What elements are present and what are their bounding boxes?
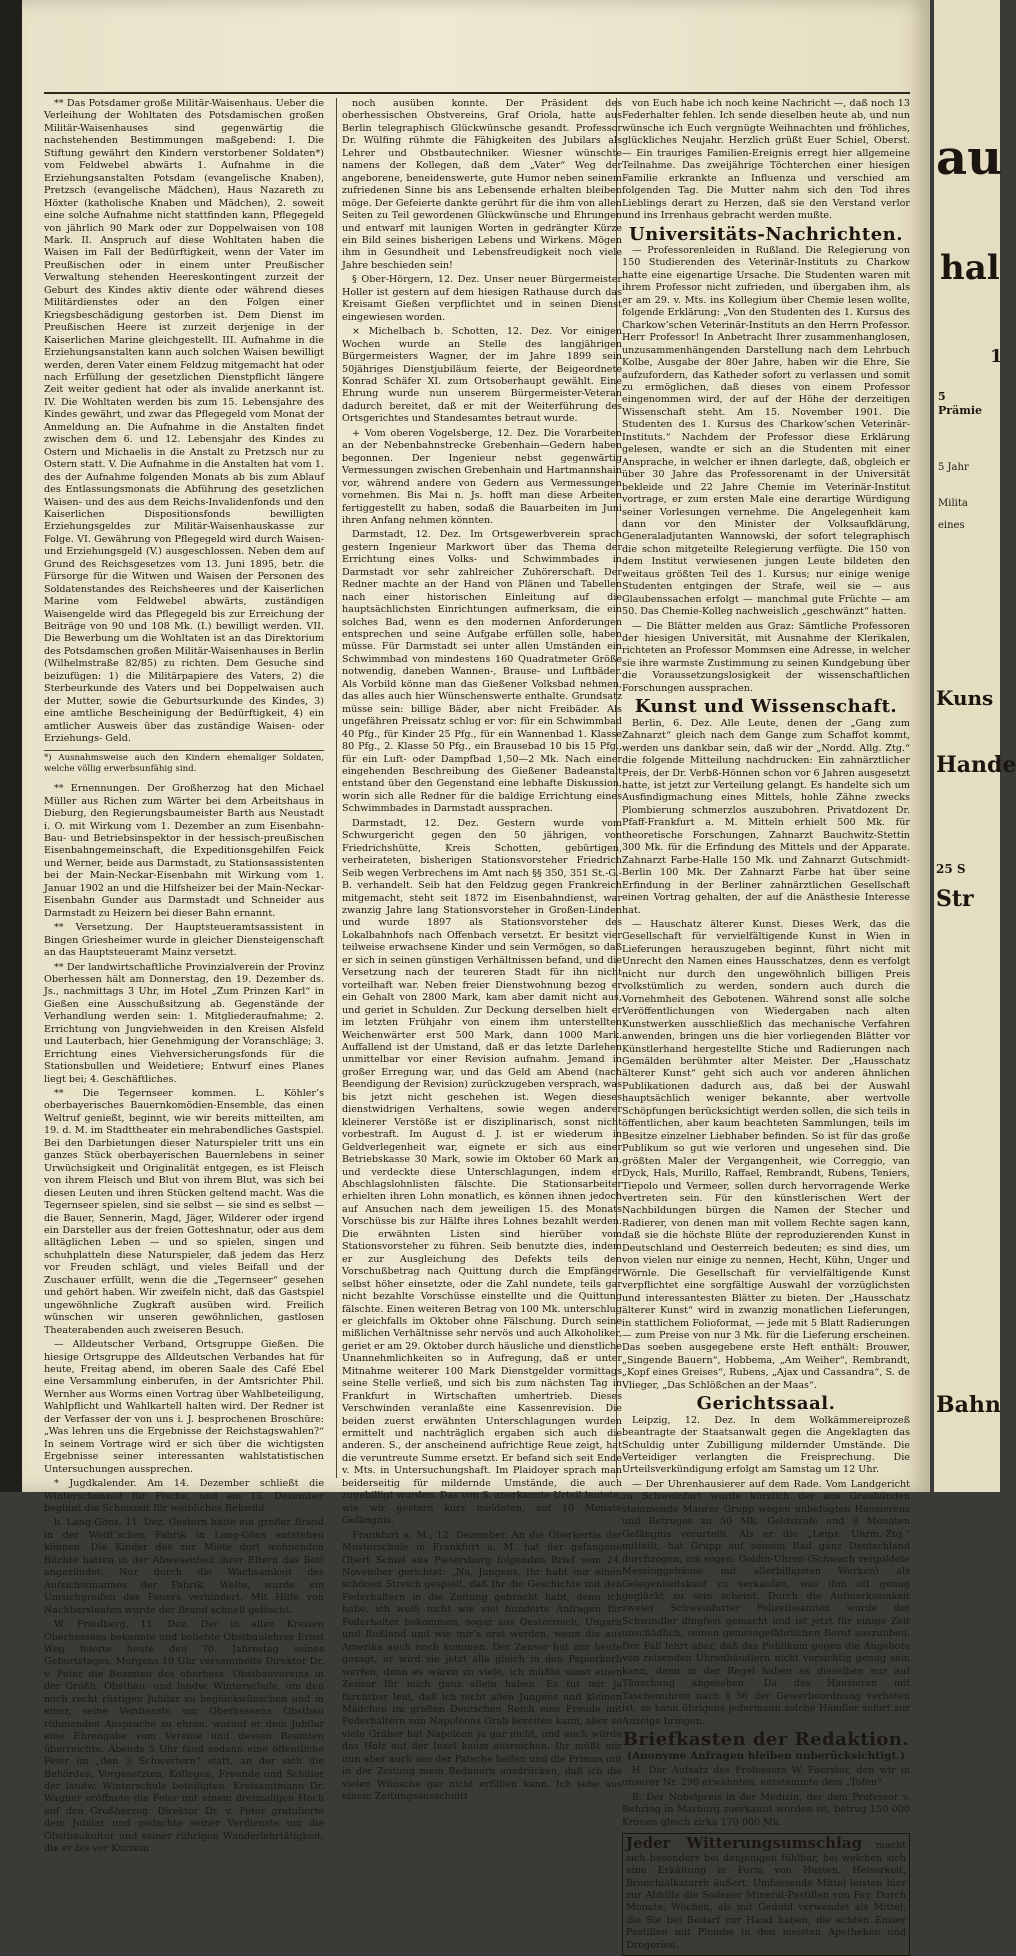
- advertisement-box: [622, 1833, 910, 1956]
- article-ober-hoergern: § Ober-Hörgern, 12. Dez. Unser neuer Bürgermeister Holler ist gestern auf dem hiesigen Rathause durch das Kreisamt Gießen verpflichtet und in seinen Dienst eingewiesen worden.: [342, 274, 622, 323]
- article-appointments: ** Ernennungen. Der Großherzog hat den Michael Müller aus Richen zum Wärter bei dem Arbeitshaus in Dieburg, den Regierungsbaumeister Barth aus Neustadt i. O. mit Wirkung vom 1. Dezember an zum Eisenbahn-Bau- und Betriebsinspektor in der hessisch-preußischen Eisenbahngemeinschaft, die Expeditionsgehilfen Feick und Werner, beide aus Darmstadt, zu Stationsassistenten bei der Main-Neckar-Eisenbahn mit Wirkung vom 1. Januar 1902 an und die Hilfsheizer bei der Main-Neckar-Eisenbahn Gunder aus Darmstadt und Schneider aus Darmstadt zu Heizern bei dieser Bahn ernannt.: [44, 783, 324, 919]
- adjacent-fragment: 25 S: [936, 862, 966, 876]
- article-hausschatz: — Hauschatz älterer Kunst. Dieses Werk, das die Gesellschaft für vervielfältigende Kunst in Wien in Lieferungen herauszugeben beginnt, führt nicht mit Unrecht den Namen eines Hausschatzes, denn es verfolgt nicht nur durch den ungewöhnlich billigen Preis volkstümlich zu werden, sondern auch durch die Vornehmheit des Gebotenen. Während sonst alle solche Veröffentlichungen von Wiedergaben nach alten Kunstwerken ausschließlich das mechanische Verfahren anwenden, bringen uns die hier vorliegenden Blätter vor Künstlerhand hergestellte Stiche und Radierungen nach Gemälden berühmter alter Meister. Der „Hausschatz älterer Kunst“ geht sich auch vor anderen ähnlichen Publikationen dadurch aus, daß bei der Auswahl hauptsächlich weniger bekannte, aber wertvolle Schöpfungen berücksichtigt werden sollen, die sich teils in öffentlichen, aber kaum beachteten Sammlungen, teils im Besitze einzelner Liebhaber befinden. So ist für das große Publikum so gut wie verloren und ungesehen sind. Die größten Maler der Vergangenheit, wie Correggio, van Dyck, Hals, Murillo, Raffael, Rembrandt, Rubens, Teniers, Tiepolo und Vermeer, sollen durch hervorragende Werke vertreten sein. Für den künstlerischen Wert der Nachbildungen bürgen die Namen der Stecher und Radierer, von denen man mit vollem Rechte sagen kann, daß sie die höchste Blüte der reproduzierenden Kunst in Deutschland und Oesterreich bedeuten; es sind dies, um von vielen nur einige zu nennen, Hecht, Kühn, Unger und Wörnle. Die Gesellschaft für vervielfältigende Kunst verpflichtet eine sorgfältige Auswahl der vorzüglichsten und interessantesten Blätter zu bieten. Der „Hausschatz älterer Kunst“ wird in zwanzig monatlichen Lieferungen, in stattlichem Folioformat, — jede mit 5 Blatt Radierungen — zum Preise von nur 3 Mk. für die Lieferung erscheinen. Das soeben ausgegebene erste Heft enthält: Brouwer, „Singende Bauern“, Hobbema, „Am Weiher“, Rembrandt, „Kopf eines Greises“, Rubens, „Ajax und Cassandra“, S. de Vlieger, „Das Schlößchen an der Maas“.: [622, 919, 911, 1391]
- adjacent-fragment: Str: [936, 886, 974, 912]
- article-letter-continued: von Euch habe ich noch keine Nachricht —, daß noch 13 Federhalter fehlen. Ich sende dieselben heute ab, und nun wünsche ich Euch vergnügte Weihnachten und fröhliches, glückliches Neujahr. Herzlich grüßt Euer Schiel, Oberst. — Ein trauriges Familien-Ereignis erregt hier allgemeine Teilnahme. Das zweijährige Töchterchen einer hiesigen Familie erkrankte an Influenza und verschied am folgenden Tag. Die Mutter nahm sich den Tod ihres Lieblings derart zu Herzen, daß sie den Verstand verlor und ins Irrenhaus gebracht werden mußte.: [622, 98, 910, 222]
- article-military-orphanage: ** Das Potsdamer große Militär-Waisenhaus. Ueber die Verleihung der Wohltaten des Potsdamischen großen Militär-Waisenhauses sind gegenwärtig die nachstehenden Bestimmungen maßgebend: I. Die Stiftung gewährt den Kindern verstorbener Soldaten*) vom Feldwebel abwärts 1. Aufnahme in die Erziehungsanstalten Potsdam (evangelische Knaben), Pretzsch (evangelische Mädchen), Haus Nazareth zu Höxter (katholische Knaben und Mädchen), 2. soweit eine solche Aufnahme nicht stattfinden kann, Pflegegeld von jährlich 90 Mark oder zur Doppelwaisen von 108 Mark. II. Anspruch auf diese Wohltaten haben die Waisen im Fall der Bedürftigkeit, wenn der Vater im Preußischen oder in einem unter Preußischer Verwaltung stehenden Heereskontingent zurzeit der Geburt des Kindes aktiv diente oder während dieses Militärdienstes oder an den Folgen einer Kriegsbeschädigung gestorben ist. Dem Dienst im Preußischen Heere ist zurzeit derjenige in der Kaiserlichen Marine gleichgestellt. III. Aufnahme in die Erziehungsanstalten kann auch solchen Waisen bewilligt werden, deren Vater einem Feldzug mitgemacht hat oder nach Erfüllung der gesetzlichen Dienstpflicht längere Zeit weiter gedient hat oder als invalide anerkannt ist. IV. Die Wohltaten werden bis zum 15. Lebensjahre des Kindes gewährt, und zwar das Pflegegeld vom Monat der Anmeldung an. Die Aufnahme in die Anstalten findet zwischen dem 6. und 12. Lebensjahr des Kindes zu Ostern und Michaelis in die Anstalt zu Pretzsch nur zu Ostern statt. V. Die Aufnahme in die Anstalten hat vom 1. des der Aufnahme folgenden Monats ab bis zum Ablauf des Entlassungsmonats die Abführung des gesetzlichen Waisen- und des aus dem Reichs-Invalidenfonds und den Kaiserlichen Dispositionsfonds bewilligten Erziehungsgeldes zur Militär-Waisenhauskasse zur Folge. VI. Gewährung von Pflegegeld wird durch Waisen- und Erziehungsgeld (V.) ausgeschlossen. Neben dem auf Grund des Reichsgesetzes vom 13. Juni 1895, betr. die Fürsorge für die Witwen und Waisen der Personen des Soldatenstandes des Reichsheeres und der Kaiserlichen Marine vom Feldwebel abwärts, zuständigen Waisengelde wird das Pflegegeld bis zur Erreichung der Beiträge von 90 und 108 Mk. (I.) bewilligt werden. VII. Die Bewerbung um die Wohltaten ist an das Direktorium des Potsdamschen großen Militär-Waisenhauses in Berlin (Wilhelmstraße 82/85) zu richten. Dem Gesuche sind beizufügen: 1) die Militärpapiere des Vaters, 2) die Sterbeurkunde des Vaters und bei Doppelwaisen auch der Mutter, sowie die Geburtsurkunde des Kindes, 3) eine amtliche Bescheinigung der Bedürftigkeit, 4) ein amtlicher Ausweis über das zuständige Waisen- oder Erziehungs- Geld.: [44, 98, 324, 745]
- article-darmstadt-bath: Darmstadt, 12. Dez. Im Ortsgewerbverein sprach gestern Ingenieur Markwort über das Thema der Errichtung eines Volks- und Schwimmbades in Darmstadt vor sehr zahlreicher Zuhörerschaft. Der Redner machte an der Hand von Plänen und Tabellen nach einer historischen Einleitung auf die hauptsächlichsten Einrichtungen aufmerksam, die ein solches Bad, wenn es den modernen Anforderungen entsprechen und seine Aufgabe erfüllen solle, haben müsse. Für Darmstadt sei unter allen Umständen ein Schwimmbad von mindestens 160 Quadratmeter Größe notwendig, daneben Wannen-, Brause- und Luftbäder. Als Vorbild könne man das Gießener Volksbad nehmen, das alles auch hier Wünschenswerte enthalte. Grundsatz müsse sein: billige Bäder, aber nicht Freibäder. Als ungefähren Preissatz schlug er vor: für ein Schwimmbad 40 Pfg., für Kinder 25 Pfg., für ein Wannenbad 1. Klasse 80 Pfg., 2. Klasse 50 Pfg., ein Brausebad 10 bis 15 Pfg., für ein Luft- oder Dampfbad 1,50—2 Mk. Nach einer eingehenden Beschreibung des Gießener Badeanstalt entstand über den Gegenstand eine lebhafte Diskussion, worin sich alle Redner für die baldige Errichtung eines Schwimmbades in Darmstadt aussprachen.: [342, 529, 622, 815]
- article-russia-professor: — Professorenleiden in Rußland. Die Relegierung von 150 Studierenden des Veterinär-Instituts zu Charkow hatte eine eigenartige Ursache. Die Studenten waren mit ihrem Professor nicht zufrieden, und übergaben ihm, als er am 29. v. Mts. ins Kollegium über Chemie lesen wollte, folgende Erklärung: „Von den Studenten des 1. Kursus des Charkow’schen Veterinär-Instituts an den Herrn Professor. Herr Professor! In Anbetracht Ihrer zusammenhanglosen, unzusammenhängenden Darstellung nach dem Lehrbuch Kolbe, Ausgabe der 80er Jahre, haben wir die Ehre, Sie aufzufordern, das Katheder sofort zu verlassen und somit zu ermöglichen, daß dieses von einem Professor eingenommen wird, der auf der Höhe der derzeitigen Wissenschaft steht. Am 15. November 1901. Die Studenten des 1. Kursus des Charkow’schen Veterinär-Instituts.“ Nachdem der Professor diese Erklärung gelesen, wandte er sich an die Studenten mit einer Ansprache, in welcher er ihnen darlegte, daß, obgleich er über 30 Jahre das Professorenamt in der Universität bekleide und 22 Jahre Chemie im Veterinär-Institut vortrage, er zum ersten Male eine derartige Würdigung seiner Vorlesungen vernehme. Die Angelegenheit kam dann vor den Minister der Volksaufklärung, Generaladjutanten Wannowski, der sofort telegraphisch die schon mitgeteilte Relegierung verfügte. Die 150 von dem Institut verwiesenen jungen Leute bildeten den weitaus größten Teil des 1. Kursus; nur einige wenige Studenten entgingen der Strafe, weil sie — aus Glaubenssachen erfolgt — manchmal gute Früchte — am 50. Das Chemie-Kolleg nachweislich „geschwänzt“ hatten.: [622, 244, 910, 618]
- section-heading-art-science: Kunst und Wissenschaft.: [634, 696, 898, 718]
- column-1: [44, 98, 324, 1855]
- adjacent-fragment: Kuns: [936, 686, 994, 710]
- article-tegernseer: ** Die Tegernseer kommen. L. Köhler’s oberbayerisches Bauernkomödien-Ensemble, das einen Weltruf genießt, beginnt, wie wir bereits mitteilten, am 19. d. M. im Stadttheater ein mehrabendliches Gastspiel. Bei den Darbietungen dieser Naturspieler tritt uns ein ganzes Stück oberbayerischen Bauernlebens in seiner Urwüchsigkeit und Originalität entgegen, es ist Fleisch von ihrem Fleisch und Blut von ihrem Blut, was sich bei diesen Leuten und ihren Stücken geltend macht. Was die Tegernseer spielen, sind sie selbst — sie sind es selbst — die Bauer, Sennerin, Magd, Jäger, Wilderer oder irgend ein Darsteller aus der freien Gotteshnatur, oder aus dem alltäglichen Leben — und so spielen, singen und schuhplatteln diese Naturspieler, daß jedem das Herz vor Freuden schlägt, und vieles Beifall und der Zuschauer erfüllt, wenn die die „Tegernseer“ gesehen und gehört haben. Wir zweifeln nicht, daß das Gastspiel ungewöhnliche Zugkraft ausüben wird. Freilich wünschen wir unseren gewöhnlichen, gastlosen Theaterabenden auch zweiseren Besuch.: [44, 1088, 324, 1336]
- adjacent-fragment: 5: [938, 390, 946, 403]
- section-heading-mailbox: Briefkasten der Redaktion.: [622, 1729, 910, 1750]
- top-rule: [44, 92, 910, 94]
- article-berlin-dentist: Berlin, 6. Dez. Alle Leute, denen der „Gang zum Zahnarzt“ gleich nach dem Gange zum Schaffot kommt, werden uns dankbar sein, daß wir der „Nordd. Allg. Ztg.“ die folgende Mitteilung nachdrucken: Ein zahnärztlicher Preis, der Dr. Verbß-Hönnen schon vor 6 Jahren ausgesetzt hatte, ist jetzt zur Verteilung gelangt. Es handelte sich um Ausfindigmachung eines Mittels, hohle Zähne zwecks Plombierung schmerzlos auszubohren. Privatdozent Dr. Pfaff-Frankfurt a. M. Mitteln erhielt 500 Mk. für theoretische Forschungen, Zahnarzt Bauchwitz-Stettin 300 Mk. für die Erfindung des Mittels und der Apparate. Zahnarzt Farbe-Halle 150 Mk. und Zahnarzt Gutschmidt-Berlin 100 Mk. Der Zahnarzt Farbe hat über seine Erfindung in der Berliner zahnärztlichen Gesellschaft einen Vortrag gehalten, der auf die Anästhesie Interesse hat.: [622, 717, 910, 916]
- book-gutter-shadow: [0, 0, 22, 1492]
- article-watch-peddler: — Der Uhrenhausierer auf dem Rade. Vom Landgericht zu Schweinfurt wurde kürzlich der aus Graubünden stammende Maurer Grupp wegen unbefugten Hausierens und Betruges zu 50 Mk. Geldstrafe und 8 Monaten Gefängnis verurteilt. Als er die „Leipz. Uhrm.-Ztg.“ mitteilt, hat Grupp auf seinem Rad ganz Deutschland durchzogen, um sogen. Goldin-Uhren (Schwach vergoldete Messinggehäuse mit allerbilligsten Werken) als Gelegenheitskauf zu verkaufen, was ihm oft genug geglückt zu sein scheint. Durch die Aufmerksamkeit zweier Schweinfurter Polizeibeamten wurde der Schwindler dingfest gemacht und ist jetzt für einige Zeit unschädlich, seinen gemeingefährlichen Beruf auszuüben. Der Fall lehrt aber, daß das Publikum gegen die Angebote von reisenden Uhrenhändlern nicht vorsichtig genug sein kann, denn in der Regel haben es dieselben nur auf Täuschung abgesehen. Da das Hausieren mit Taschenuhren nach § 56 der Gewerbeordnung verboten ist, so kann übrigens jedermann solche Händler sofort zur Anzeige bringen.: [622, 1478, 910, 1727]
- adjacent-fragment: Hande: [936, 752, 1016, 778]
- column-rule-1: [336, 98, 337, 1478]
- article-hunting-calendar: * Jugdkalender. Am 14. Dezember schließt die Winterschonzeit für Fische, und am 15. Dezember beginnt die Schonzeit für weibliches Rehwild.: [44, 1478, 324, 1514]
- article-michelbach: × Michelbach b. Schotten, 12. Dez. Vor einigen Wochen wurde an Stelle des langjährigen Bürgermeisters Wagner, der im Jahre 1899 sein 50jähriges Dienstjubiläum feierte, der Beigeordnete Konrad Schäfer XI. zum Ortsoberhaupt gewählt. Eine Ehrung wurde nun unserem Bürgermeister-Veteran dadurch bereitet, daß er mit der Weiterführung des Ortsgerichtes und Standesamtes betraut wurde.: [342, 326, 622, 425]
- article-darmstadt-court: Darmstadt, 12. Dez. Gestern wurde vom Schwurgericht gegen den 50 jährigen, von Friedrichshütte, Kreis Schotten, gebürtigen, verheirateten, bisherigen Stationsvorsteher Friedrich Seib wegen Verbrechens im Amt nach §§ 350, 351 St.-G.-B. verhandelt. Seib hat den Feldzug gegen Frankreich mitgemacht, steht seit 1872 im Eisenbahndienst, war zwanzig Jahre lang Stationsvorsteher in Großen-Linden und wurde 1897 als Stationsvorsteher des Lokalbahnhofs nach Offenbach versetzt. Er besitzt vier teilweise erwachsene Kinder und sein Vermögen, so daß er sich in seinen günstigen Verhältnissen befand, und die Versetzung nach der teureren Stadt für ihn nicht vorteilhaft war. Neben freier Dienstwohnung bezog er ein Gehalt von 2800 Mark, kam aber damit nicht aus, und geriet in Schulden. Zur Deckung derselben hielt er im letzten Frühjahr von einem ihm unterstellten Weichenwärter erst 500 Mark, dann 1000 Mark. Auffallend ist der Umstand, daß er das letzte Darlehen unmittelbar vor einer Revision aufnahm. Jemand in großer Erregung war, und das Geld am Abend (nach Beendigung der Revision) zurückzugeben versprach, was bis jetzt nicht geschehen ist. Wegen dieses dienstwidrigen Verhaltens, sowie wegen anderer kleinerer Verstöße ist er disziplinarisch, sonst nicht vorbestraft. Im August d. J. ist er wiederum in Geldverlegenheit war, eignete er sich aus einer Betriebskasse 30 Mark, sowie im Oktober 60 Mark an, und verdeckte diese Unterschlagungen, indem er Abschlagslohnlisten fälschte. Die Stationsarbeiter erhielten ihren Lohn monatlich, es können ihnen jedoch auf Ansuchen nach dem jeweiligen 15. des Monats Vorschüsse bis zur Hälfte ihres Lohnes bezahlt werden. Die erwähnten Listen sind hierüber vom Stationsvorsteher zu führen. Seib benutzte dies, indem er zur Ausgleichung des Defekts teils den Vorschußbetrag nach Quittung durch die Empfänger selbst höher einsetzte, oder die Zahl nundete, teils gar nicht bezahlte Vorschüsse einstellte und die Quittung fälschte. Einen weiteren Betrag von 100 Mk. unterschlug er gleichfalls im Oktober ohne Fälschung. Durch seine mißlichen Verhältnisse sehr nervös und auch Alkoholiker, geriet er am 29. Oktober durch häusliche und dienstliche Unannehmlichkeiten so in Aufregung, daß er unter Mitnahme weiterer 100 Mark Dienstgelder vormittags seine Stelle verließ, und sich bis zum nächsten Tag in Frankfurt in Wirtschaften umhertrieb. Dieses Verschwinden veranlaßte eine Kassenrevision. Die beiden zuerst erwähnten Unterschlagungen wurden ermittelt und nachträglich ergaben sich auch die anderen. S., der anscheinend aufrichtige Reue zeigt, hat die veruntreute Summe ersetzt. Er befand sich seit Ende v. Mts. in Untersuchungshaft. Im Plaidoyer sprach man beiderseitig für mildernde Umstände, die auch zugebilligt wurden. Das von S. anerkannte Urteil lautete, wie wir gestern kurz meldeten, auf 10 Monate Gefängnis.: [342, 817, 622, 1527]
- section-heading-court: Gerichtssaal.: [696, 1393, 836, 1415]
- column-3: [622, 98, 911, 1951]
- adjacent-fragment: eines: [938, 520, 965, 531]
- ad-headline: Jeder Witterungsumschlag: [626, 1834, 862, 1853]
- article-vogelsberg: + Vom oberen Vogelsberge, 12. Dez. Die Vorarbeiten an der Nebenbahnstrecke Grebenhain—Gedern haben begonnen. Der Ingenieur nebst gegenwärtig Vermessungen zwischen Grebenhain und Hartmannshain vor, während andere von Gedern aus Vermessungen vornehmen. Bis Mai n. Js. hofft man diese Arbeiten fertiggestellt zu haben, sodaß die Bauarbeiten im Juni ihren Anfang nehmen könnten.: [342, 427, 622, 526]
- mailbox-entry-b: B. Der Nobelpreis in der Medizin, der dem Professor v. Behring in Marburg zuerkannt worden ist, betrug 150 000 Kronen gleich zirka 170 000 Mk.: [622, 1791, 910, 1828]
- adjacent-fragment: hal: [940, 248, 1000, 288]
- article-graz: — Die Blätter melden aus Graz: Sämtliche Professoren der hiesigen Universität, mit Ausnahme der Klerikalen, richteten an Professor Mommsen eine Adresse, in welcher sie ihre warmste Zustimmung zu seinen Kundgebung über die Voraussetzungslosigkeit der wissenschaftlichen Forschungen aussprachen.: [622, 620, 910, 694]
- footnote: *) Ausnahmsweise auch den Kindern ehemaliger Soldaten, welche völlig erwerbsunfähig sind.: [44, 750, 324, 775]
- column-2: [342, 98, 622, 1803]
- ad-text: macht sich besonders bei denjenigen fühlbar, bei welchen sich eine Erkältung in Form von Husten, Heiserkeit, Bronchialkatarrh äußert. Umfassende Mittel leisten hier zur Abhilfe die Sodener Mineral-Pastillen von Fay. Durch Monate, Wochen, als mit Geduld verwendet als Mittel, die Sie bei Bedarf zur Hand haben, die echten Emser Pastillen mit Plombe in den meisten Apotheken und Drogerien.: [626, 1840, 906, 1951]
- adjacent-fragment: Milita: [938, 498, 968, 509]
- mailbox-entry-h: H. Der Aufsatz des Professors W. Foerster, den wir in unserer Nr. 290 erwähnten, entstammte dem „Tofen“.: [622, 1764, 910, 1789]
- adjacent-fragment: 1: [990, 346, 1003, 367]
- adjacent-page-edge: [934, 0, 1016, 1492]
- mailbox-subtitle: (Anonyme Anfragen bleiben unberücksichtigt.): [627, 1750, 905, 1763]
- adjacent-fragment: Bahn: [936, 1392, 1001, 1418]
- article-alldeutscher-verband: — Alldeutscher Verband, Ortsgruppe Gießen. Die hiesige Ortsgruppe des Alldeutschen Verbandes hat für heute, Freitag abend, im oberen Saale des Café Ebel eine Versammlung einberufen, in der Amtsrichter Phil. Wernher aus Worms einen Vortrag über Wahlbeteiligung, Wahlpflicht und Wahlkartell halten wird. Der Redner ist der Verfasser der von uns i. J. besprochenen Broschüre: „Was lehren uns die Ergebnisse der Reichstagswahlen?“ In seinem Vortrage wird er sich über die wichtigsten Ergebnisse seiner interessanten wahlstatistischen Untersuchungen aussprechen.: [44, 1339, 324, 1475]
- article-lang-goens: b. Lang-Göns, 11. Dez. Gestern hätte ein großer Brand in der Wolff’schen Fabrik in Lang-Göns entstehen können. Die Kinder des zur Miete dort wohnenden Büchte hatten in der Abwesenheit ihrer Eltern das Bett angezündet. Nur durch die Wachsamkeit des Aufsichtsmannes der Fabrik, Welte, wurde ein Umsichgreifen des Feuers verhindert. Mit Hilfe von Nachbarsleuten wurde der Brand schnell gelöscht.: [44, 1517, 324, 1616]
- article-friedberg-continued: noch ausüben konnte. Der Präsident des oberhessischen Obstvereins, Graf Oriola, hatte aus Berlin telegraphisch Glückwünsche gesandt. Professor Dr. Wülfing rühmte die Fähigkeiten des Jubilars als Lehrer und Obstbautechniker. Wiesner wünschte namens der Kollegen, daß dem „Vater“ Weg der angeborene, beneidenswerte, gute Humor neben seinem zufriedenen Sinne bis ans Lebensende erhalten bleiben möge. Der Gefeierte dankte gerührt für die ihm von allen Seiten zu Teil gewordenen Glückwünsche und Ehrungen und entwarf mit launigen Worten in gedrängter Kürze ein Bild seines bisherigen Lebens und Wirkens. Mögen ihm in Gesundheit und Lebensfreudigkeit noch viele Jahre beschieden sein!: [342, 98, 622, 271]
- article-friedberg: W. Friedberg, 11. Dez. Der in allen Kreisen Oberhessens bekannte und beliebte Obstbaulehrer Ernst Weg feierte heute den 70. Jahrestag seines Geburtstages. Morgens 10 Uhr versammelte Direktor Dr. v. Peter die Beamten des oberhess. Obstbauvereins in der Großh. Obstbau- und landw. Winterschule, um den noch recht rüstigen Jubilar zu beglückwünschen und in einer, seine Verdienste um Oberhessens Obstbau rühmenden Ansprache zu ehren, worauf er dem Jubilar eine Ehrengabe vom Vereine und dessen Beamten überreichte. Abends 5 Uhr fand sodann eine öffentliche Feier im „den 3 Schwertern“ statt, an der sich die Behörden, Vorgesetzten, Kollegen, Freunde und Schüler der landw. Winterschule beteiligten. Kreisamtmann Dr. Wagner eröffnete die Feier mit einem dreimaligen Hoch auf den Großherzog. Direktor Dr. v. Peter gratulierte dem Jubilar und gedachte seiner Verdienste um die Obstbaukultur und seiner rührigen Wanderlehrtätigkeit, die er bis vor Kurzem: [44, 1619, 324, 1855]
- article-agricultural-association: ** Der landwirtschaftliche Provinzialverein der Provinz Oberhessen hält am Donnerstag, den 19. Dezember ds. Js., nachmittags 3 Uhr, im Hotel „Zum Prinzen Karl“ in Gießen eine Ausschußsitzung ab. Gegenstände der Verhandlung werden sein: 1. Mitgliederaufnahme; 2. Errichtung von Jungviehweiden in den Kreisen Alsfeld und Lauterbach, hier Genehmigung der Voranschläge; 3. Errichtung eines Viehversicherungsfonds für die Stationsbullen und Weidetiere; Entwurf eines Planes liegt bei; 4. Geschäftliches.: [44, 961, 324, 1085]
- adjacent-fragment: au: [936, 130, 1002, 186]
- article-transfer: ** Versetzung. Der Hauptsteueramtsassistent in Bingen Griesheimer wurde in gleicher Diensteigenschaft an das Hauptsteueramt Mainz versetzt.: [44, 922, 324, 959]
- adjacent-fragment: 5 Jahr: [938, 462, 969, 473]
- article-frankfurt-letter: Frankfurt a. M., 12. Dezember. An die Oberkertia der Musterschule in Frankfurt a. M. hat der gefangene Obert Schiel aus Pietersburg folgenden Brief vom 24. November gerichtet: „Na, Jungens, Ihr habt mir einen schönen Streich gespielt, daß Ihr die Geschichte mit den Federhaltern in die Zeitung gebracht habt, denn ich habe, ich weiß nicht wie viel hunderte Anfragen für Federhalter bekommen, sogar aus Oesterreich, Ungarn und Rußland und wie mir’s erst werden, wenn die aus Amerika auch noch kommen. Der Zensor hat mir heute gesagt, er wird sie jetzt alle gleich in den Papierkorb werfen, denn es wären zu viele, ich müßte sonst einen Zensor für mich ganz allein haben. Es tut mir ja furchtbar leid, daß ich nicht allen Jungens und kleinen Mädchen im großen Deutschen Reich eine Freude mit Federhaltern von Napoleons Grab bereiten kann, aber so viele Gräber hat Napoleon ja gar nicht, und auch würde das Holz auf der Insel kaum ausreichen. Ihr müßt mir nun aber auch aus der Patsche helfen und die Primus mit in der Zeitung mein Bedauern ausdrücken, daß ich die vielen Wünsche gar nicht erfüllen kann. Ich sehe aus einem Zeitungsausschnitt: [342, 1529, 622, 1803]
- adjacent-fragment: Prämie: [938, 404, 983, 417]
- section-heading-university: Universitäts-Nachrichten.: [628, 223, 904, 245]
- article-leipzig: Leipzig, 12. Dez. In dem Wolkämmereiprozeß beantragte der Staatsanwalt gegen die Angeklagten das Schuldig unter Zubilligung mildernder Umstände. Die Verteidiger verlangten die Freisprechung. Die Urteilsverkündigung erfolgt am Samstag um 12 Uhr.: [622, 1414, 910, 1476]
